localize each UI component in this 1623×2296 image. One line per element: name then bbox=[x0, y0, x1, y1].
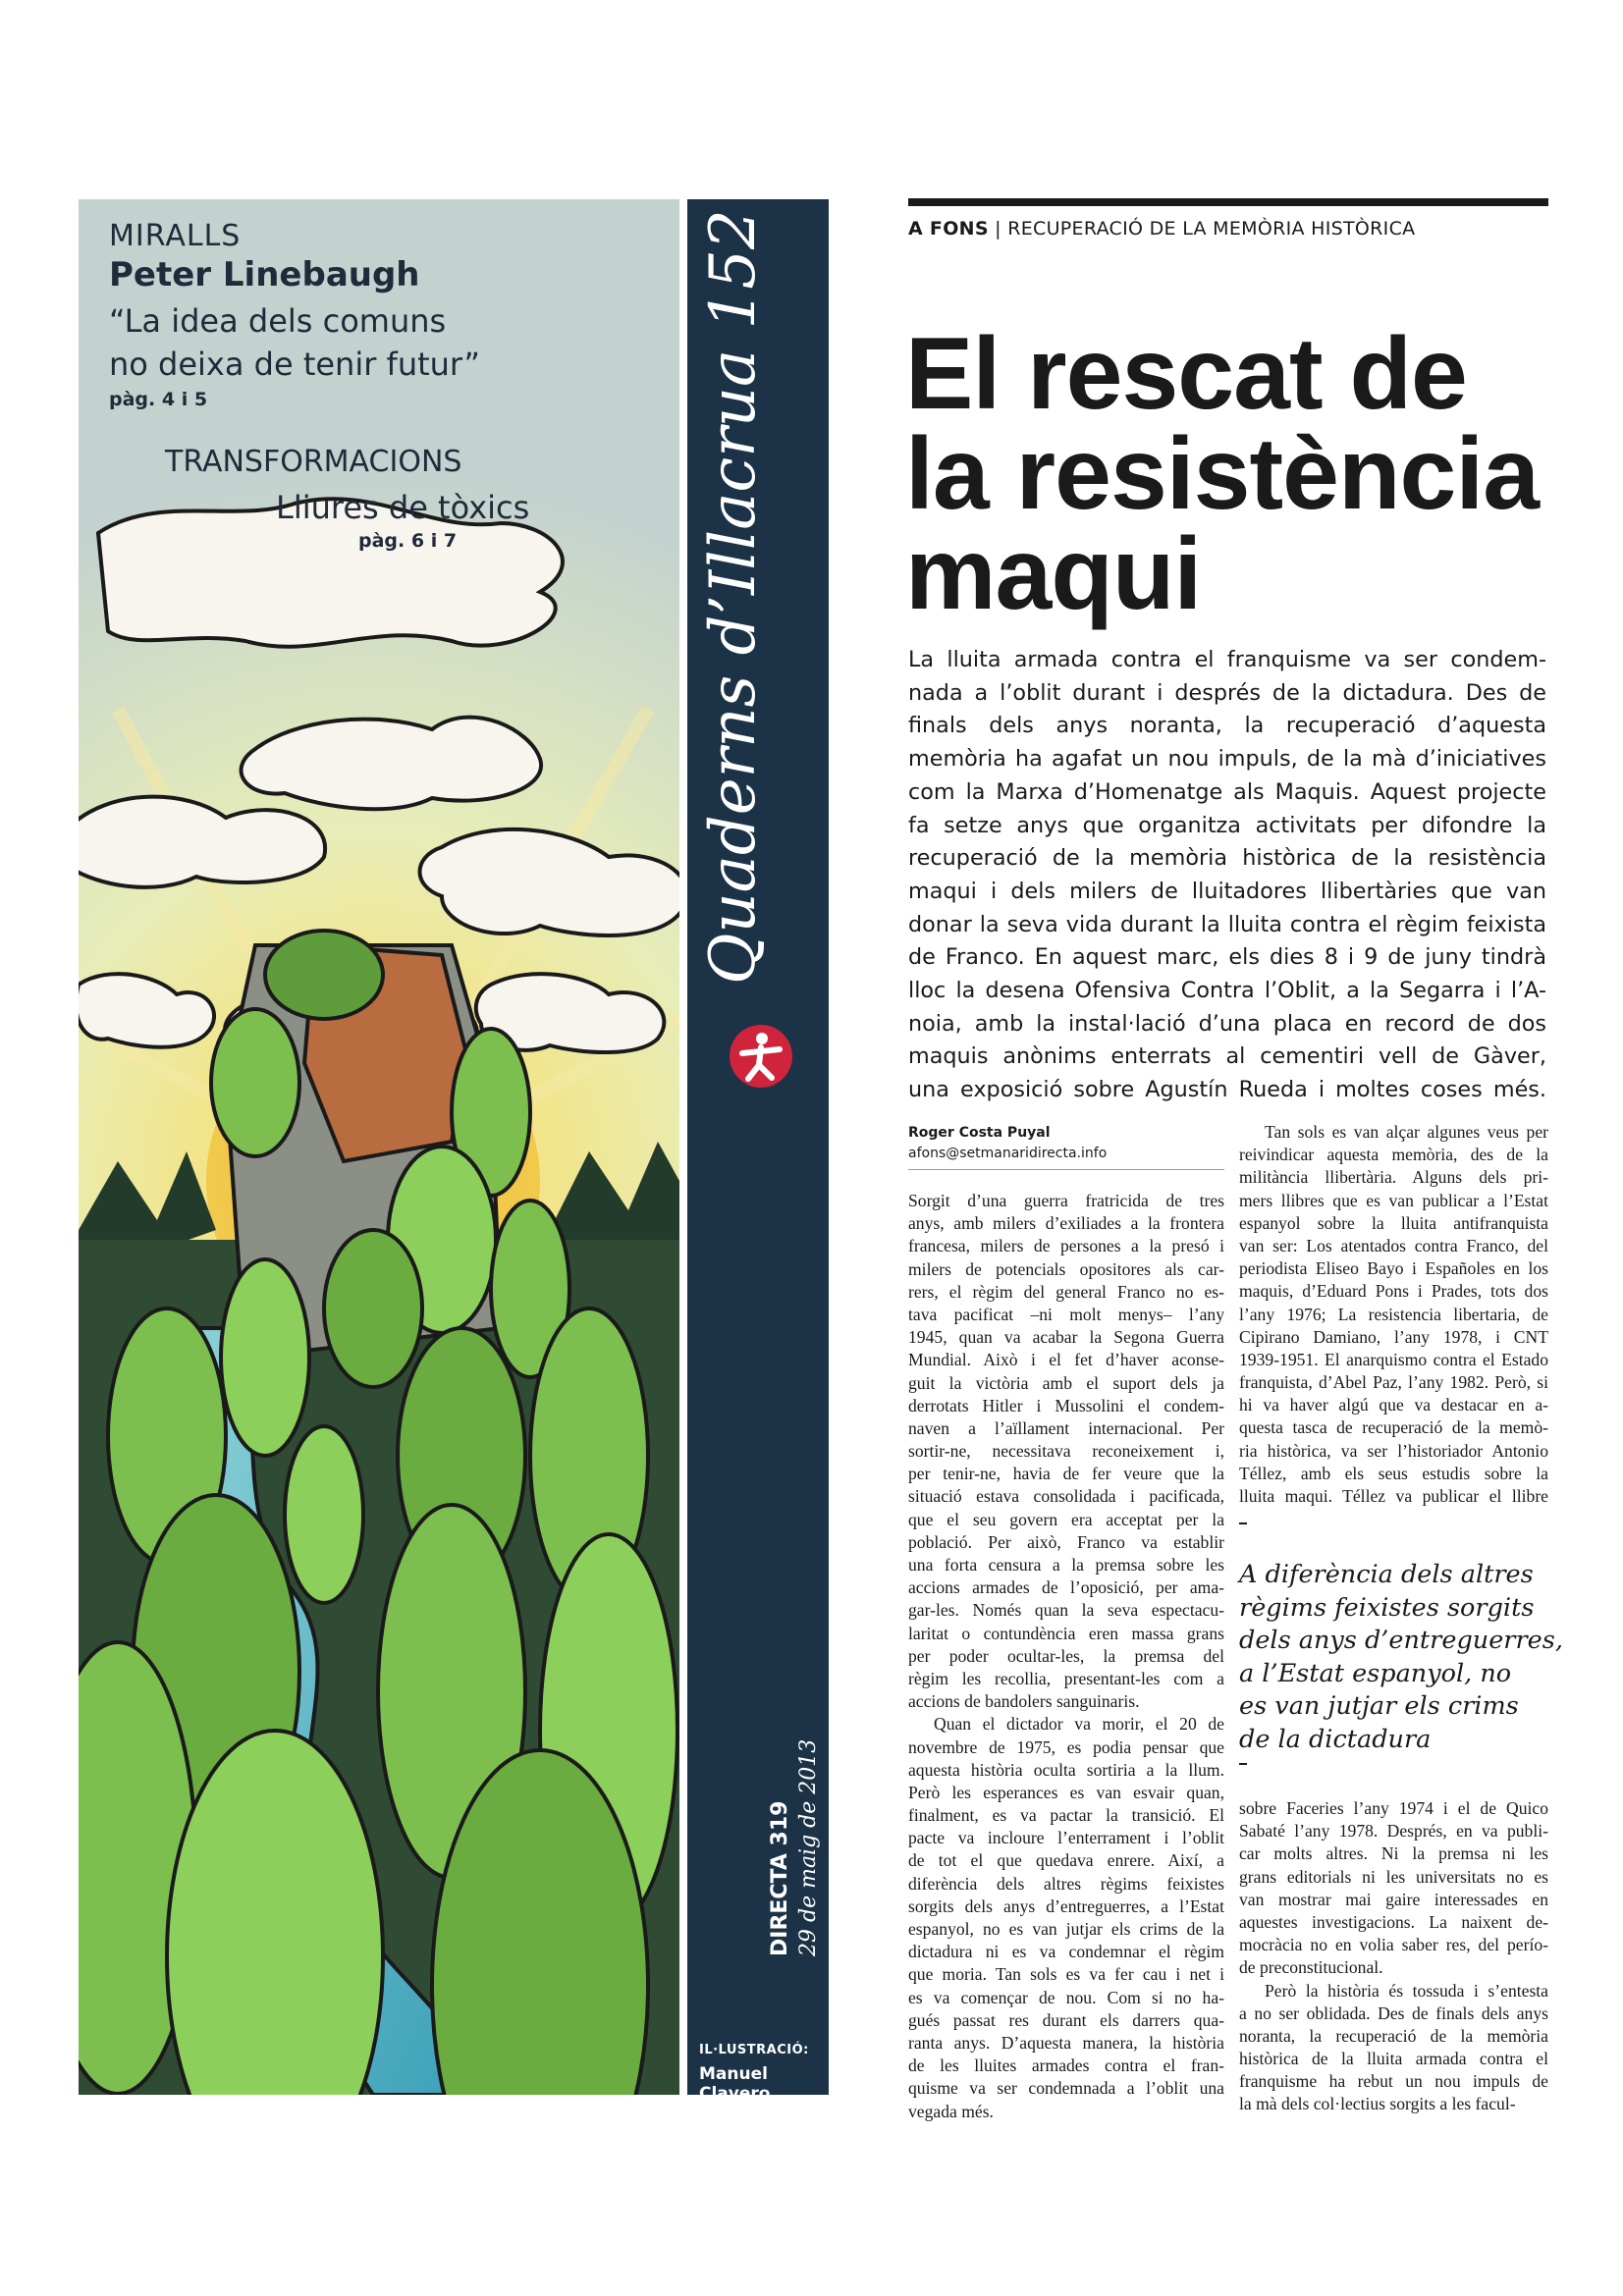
body-line: van mostrar mai gaire interessades en bbox=[1239, 1889, 1548, 1909]
lead-line: nada a l’oblit durant i després de la dictadura. Des de bbox=[908, 679, 1546, 706]
body-line: Téllez, amb els seus estudis sobre la bbox=[1239, 1463, 1548, 1483]
body-line: milers de potencials opositores als car- bbox=[908, 1258, 1224, 1279]
body-line: naven a l’aïllament internacional. Per bbox=[908, 1417, 1224, 1438]
lead-line: maquis anònims enterrats al cementiri vell de Gàver, bbox=[908, 1043, 1546, 1070]
pull-quote bbox=[1239, 1559, 1563, 1757]
body-line: 1939-1951. El anarquismo contra el Estado bbox=[1239, 1349, 1548, 1369]
headline-line: El rescat de bbox=[905, 317, 1467, 431]
body-line: la mà dels col·lectius sorgits a les facul- bbox=[1239, 2094, 1516, 2114]
body-line: espanyol, no es van jutjar els crims de la bbox=[908, 1919, 1224, 1939]
body-column-2-bottom bbox=[1239, 1797, 1548, 2116]
body-line: diferència dels altres règims feixistes bbox=[908, 1873, 1224, 1894]
body-line: Però les esperances es van esvair quan, bbox=[908, 1782, 1224, 1802]
body-line: derrotats Hitler i Mussolini el condem- bbox=[908, 1395, 1224, 1415]
lead-line: com la Marxa d’Homenatge als Maquis. Aquest projecte bbox=[908, 778, 1546, 805]
pullquote-line: règims feixistes sorgits bbox=[1239, 1592, 1535, 1623]
body-line: de tot el que quedava enrere. Així, a bbox=[908, 1850, 1224, 1871]
body-line: accions armades de l’oposició, per ama- bbox=[908, 1577, 1224, 1598]
body-line: van ser: Los atentados contra Franco, del bbox=[1239, 1235, 1548, 1255]
body-line: 1945, quan va acabar la Segona Guerra bbox=[908, 1327, 1224, 1348]
body-line: gués passat res durant els darrers qua- bbox=[908, 2009, 1224, 2030]
body-line: població. Per això, Franco va establir bbox=[908, 1531, 1224, 1552]
body-line: Sabaté l’any 1978. Després, en va publi- bbox=[1239, 1821, 1548, 1842]
body-line: anys, amb milers d’exiliades a la frontera bbox=[908, 1213, 1224, 1234]
body-line: sorgits dels anys d’entreguerres, a l’Estat bbox=[908, 1896, 1224, 1916]
section-title: Lliures de tòxics bbox=[276, 489, 530, 526]
body-line: dictadura ni es va condemnar el règim bbox=[908, 1942, 1224, 1962]
body-line: periodista Eliseo Bayo i Españoles en los bbox=[1239, 1258, 1548, 1279]
lead-line: lloc la desena Ofensiva Contra l’Oblit, a la Segarra i l’A- bbox=[908, 978, 1546, 1004]
lead-line: recuperació de la memòria històrica de la resistència bbox=[908, 845, 1546, 872]
headline-line: la resistència bbox=[905, 417, 1540, 531]
spine-bar bbox=[687, 199, 829, 2104]
body-line: Cipirano Damiano, l’any 1978, i CNT bbox=[1239, 1326, 1548, 1347]
section-page-ref: pàg. 4 i 5 bbox=[109, 389, 208, 410]
cover-illustration bbox=[79, 199, 679, 2095]
body-line: Tan sols es van alçar algunes veus per bbox=[1265, 1122, 1548, 1142]
cloud-shape bbox=[242, 718, 542, 810]
body-line: hi va haver algú que va destacar en a- bbox=[1239, 1395, 1548, 1415]
body-line: a no ser oblidada. Des de finals dels anys bbox=[1239, 2002, 1548, 2023]
body-line: gar-les. Només quan la seva espectacu- bbox=[908, 1600, 1224, 1621]
section-page-ref: pàg. 6 i 7 bbox=[358, 530, 458, 552]
body-line: laritat o contundència eren massa grans bbox=[908, 1623, 1224, 1643]
body-line: per tenir-ne, havia de fer veure que la bbox=[908, 1464, 1224, 1484]
issue-number: DIRECTA 319 bbox=[768, 1800, 792, 1956]
lead-paragraph bbox=[908, 644, 1546, 1107]
body-line: l’any 1976; La resistencia libertaria, de bbox=[1239, 1304, 1548, 1324]
body-line: ranta anys. D’aquesta manera, la història bbox=[908, 2032, 1224, 2053]
body-line: espanyol sobre la lluita antifranquista bbox=[1239, 1212, 1548, 1233]
lead-line: una exposició sobre Agustín Rueda i moltes coses més. bbox=[908, 1077, 1546, 1103]
body-line: franquista, d’Abel Paz, l’any 1982. Però, si bbox=[1239, 1372, 1548, 1393]
body-line: rers, el règim del general Franco no es- bbox=[908, 1281, 1224, 1302]
body-line: règim les recollia, presentant-les com a bbox=[908, 1668, 1224, 1688]
pullquote-line: dels anys d’entreguerres, bbox=[1239, 1626, 1563, 1656]
lead-line: noia, amb la instal·lació d’una placa en record de dos bbox=[908, 1010, 1546, 1037]
pullquote-dash bbox=[1239, 1763, 1247, 1765]
body-line: vegada més. bbox=[908, 2101, 994, 2121]
lead-line: fa setze anys que organitza activitats per difondre la bbox=[908, 812, 1546, 838]
body-line: sortir-ne, necessitava reconeixement i, bbox=[908, 1441, 1224, 1462]
publication-title: Quaderns d’Illacrua 152 bbox=[697, 209, 770, 985]
lead-line: memòria ha agafat un nou impuls, de la mà d’iniciatives bbox=[908, 746, 1546, 773]
lead-line: de Franco. En aquest marc, els dies 8 i 9 de juny tindrà bbox=[908, 944, 1546, 971]
section-kicker bbox=[908, 218, 1415, 240]
body-line: es va començar de nou. Com si no ha- bbox=[908, 1987, 1224, 2007]
body-column-2-top bbox=[1239, 1121, 1548, 1508]
lead-line: finals dels anys noranta, la recuperació d’aquesta bbox=[908, 713, 1546, 739]
body-line: accions de bandolers sanguinaris. bbox=[908, 1691, 1140, 1712]
body-line: novembre de 1975, es podia pensar que bbox=[908, 1736, 1224, 1757]
pullquote-line: de la dictadura bbox=[1239, 1724, 1432, 1754]
body-line: Mundial. Això i el fet d’haver aconse- bbox=[908, 1350, 1224, 1370]
lead-line: La lluita armada contra el franquisme va ser condem- bbox=[908, 647, 1546, 672]
body-line: de preconstitucional. bbox=[1239, 1957, 1383, 1978]
body-line: finalment, es va pactar la transició. El bbox=[908, 1805, 1224, 1826]
byline-rule bbox=[908, 1169, 1224, 1170]
body-line: pacte va incloure l’enterrament i l’oblit bbox=[908, 1828, 1224, 1848]
body-line: car molts altres. Ni la premsa ni les bbox=[1239, 1843, 1548, 1864]
body-line: que moria. Tan sols es va fer cau i net i bbox=[908, 1964, 1224, 1985]
section-quote-line: no deixa de tenir futur” bbox=[109, 346, 480, 383]
issue-date: 29 de maig de 2013 bbox=[796, 1738, 821, 1956]
body-line: reivindicar aquesta memòria, des de la bbox=[1239, 1145, 1548, 1165]
body-line: tava pacificat –ni molt menys– l’any bbox=[908, 1304, 1224, 1324]
body-line: grans editorials ni les universitats no es bbox=[1239, 1866, 1548, 1887]
body-line: una forta censura a la premsa sobre les bbox=[908, 1555, 1224, 1575]
body-line: aquestes investigacions. La naixent de- bbox=[1239, 1911, 1548, 1932]
body-column-1 bbox=[908, 1190, 1224, 2123]
body-line: Sorgit d’una guerra fratricida de tres bbox=[908, 1191, 1224, 1210]
body-line: quisme va ser condemnada a l’oblit una bbox=[908, 2078, 1224, 2099]
logo-icon bbox=[729, 1024, 793, 1089]
body-line: maquis, d’Eduard Pons i Prades, tots dos bbox=[1239, 1281, 1548, 1302]
body-line: situació estava consolidada i pacificada, bbox=[908, 1486, 1224, 1507]
body-line: ria històrica, va ser l’historiador Antonio bbox=[1239, 1440, 1548, 1461]
section-label: TRANSFORMACIONS bbox=[165, 445, 462, 479]
lead-line: maqui i dels milers de lluitadores llibertàries que van bbox=[908, 878, 1546, 904]
section-rule bbox=[908, 198, 1548, 206]
illustration-artwork bbox=[79, 199, 679, 2095]
lead-line: donar la seva vida durant la lluita contra el règim feixista bbox=[908, 911, 1546, 937]
body-line: lluita maqui. Téllez va publicar el llibre bbox=[1239, 1486, 1548, 1506]
headline bbox=[905, 317, 1553, 631]
section-label: MIRALLS bbox=[109, 219, 242, 253]
body-line: franquisme ha rebut un nou impuls de bbox=[1239, 2071, 1548, 2092]
body-line: questa tasca de recuperació de la memò- bbox=[1239, 1417, 1548, 1438]
body-line: Quan el dictador va morir, el 20 de bbox=[934, 1714, 1224, 1735]
section-author: Peter Linebaugh bbox=[109, 255, 420, 294]
section-kicker-bold: A FONS bbox=[908, 218, 989, 240]
body-line: per poder ocultar-les, la premsa del bbox=[908, 1645, 1224, 1666]
body-line: mocràcia no en volia saber res, del perío- bbox=[1239, 1935, 1548, 1955]
body-line: militància llibertària. Alguns dels pri- bbox=[1239, 1167, 1548, 1188]
body-line: sobre Faceries l’any 1974 i el de Quico bbox=[1239, 1798, 1548, 1818]
illustration-credit-label: IL·LUSTRACIÓ: bbox=[699, 2043, 809, 2057]
pullquote-line: A diferència dels altres bbox=[1239, 1560, 1534, 1589]
body-line: aquesta història oculta sortiria a la llum. bbox=[908, 1759, 1224, 1780]
body-line: guit la victòria amb el suport dels ja bbox=[908, 1372, 1224, 1393]
section-kicker-rest: | RECUPERACIÓ DE LA MEMÒRIA HISTÒRICA bbox=[988, 218, 1416, 240]
headline-line: maqui bbox=[905, 517, 1202, 631]
illustration-credit-name: Manuel Clavero bbox=[699, 2064, 771, 2104]
body-line: Però la història és tossuda i s’entesta bbox=[1265, 1980, 1548, 2001]
pullquote-dash bbox=[1239, 1522, 1247, 1524]
body-line: mers llibres que es van publicar a l’Estat bbox=[1239, 1190, 1548, 1210]
section-quote-line: “La idea dels comuns bbox=[109, 302, 447, 340]
body-line: francesa, milers de persones a la presó i bbox=[908, 1236, 1224, 1256]
body-line: de les lluites armades contra el fran- bbox=[908, 2056, 1224, 2076]
byline-author: Roger Costa Puyal bbox=[908, 1125, 1051, 1141]
byline-email: afons@setmanaridirecta.info bbox=[908, 1146, 1108, 1161]
body-line: històrica de la lluita armada contra el bbox=[1239, 2049, 1548, 2069]
body-line: noranta, la recuperació de la memòria bbox=[1239, 2025, 1548, 2046]
pullquote-line: a l’Estat espanyol, no bbox=[1239, 1658, 1512, 1688]
pullquote-line: es van jutjar els crims bbox=[1239, 1691, 1519, 1722]
body-line: que el seu govern era acceptat per la bbox=[908, 1509, 1224, 1529]
